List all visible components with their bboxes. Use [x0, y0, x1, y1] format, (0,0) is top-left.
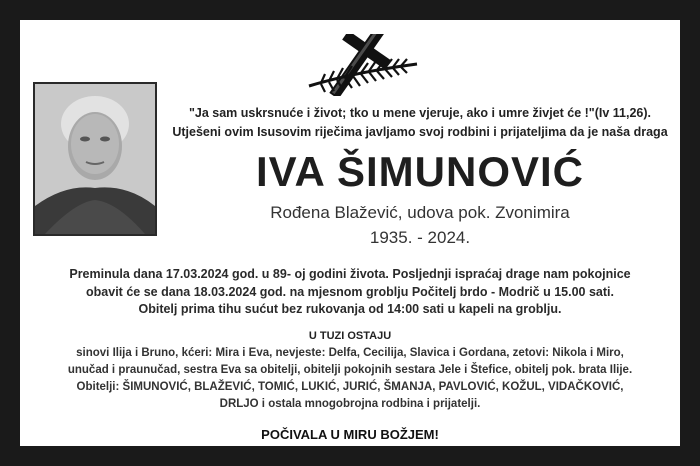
announcement-line: obavit će se dana 18.03.2024 god. na mjesnom groblju Počitelj brdo - Modrič u 15.00 sati. [86, 284, 614, 299]
obituary-card [20, 20, 680, 446]
announcement-text [20, 266, 680, 319]
cross-with-palm-icon [301, 34, 421, 96]
deceased-name: IVA ŠIMUNOVIĆ [255, 148, 585, 195]
family-line: DRLJO i ostala mnogobrojna rodbina i prijatelji. [219, 398, 481, 410]
family-list [20, 345, 680, 413]
bible-quote [170, 104, 670, 142]
quote-line-2: Utješeni ovim Isusovim riječima javljamo svoj rodbini i prijateljima da je naša draga [172, 125, 668, 139]
family-line: unučad i praunučad, sestra Eva sa obitelji, obitelji pokojnih sestara Jele i Štefice, obitelj pok. brata Ilije. [67, 364, 633, 376]
announcement-line: Preminula dana 17.03.2024 god. u 89- oj godini života. Posljednji ispraćaj drage nam pokojnice [69, 267, 631, 281]
sorrow-heading: U TUZI OSTAJU [308, 330, 392, 342]
quote-line-1: "Ja sam uskrsnuće i život; tko u mene vjeruje, ako i umre živjet će !"(Iv 11,26). [188, 106, 652, 120]
announcement-line: Obitelj prima tihu sućut bez rukovanja od 14:00 sati u kapeli na groblju. [138, 302, 562, 316]
closing-phrase: POČIVALA U MIRU BOŽJEM! [261, 427, 439, 442]
family-line: sinovi Ilija i Bruno, kćeri: Mira i Eva, nevjeste: Delfa, Cecilija, Slavica i Gordana, zetovi: Nikola i Miro, [76, 347, 624, 359]
portrait-photo [33, 82, 157, 236]
life-years: 1935. - 2024. [369, 228, 471, 247]
birth-info: Rođena Blažević, udova pok. Zvonimira [270, 203, 570, 222]
family-line: Obitelji: ŠIMUNOVIĆ, BLAŽEVIĆ, TOMIĆ, LUKIĆ, JURIĆ, ŠMANJA, PAVLOVIĆ, KOŽUL, VIDAČKOVIĆ, [76, 381, 624, 393]
